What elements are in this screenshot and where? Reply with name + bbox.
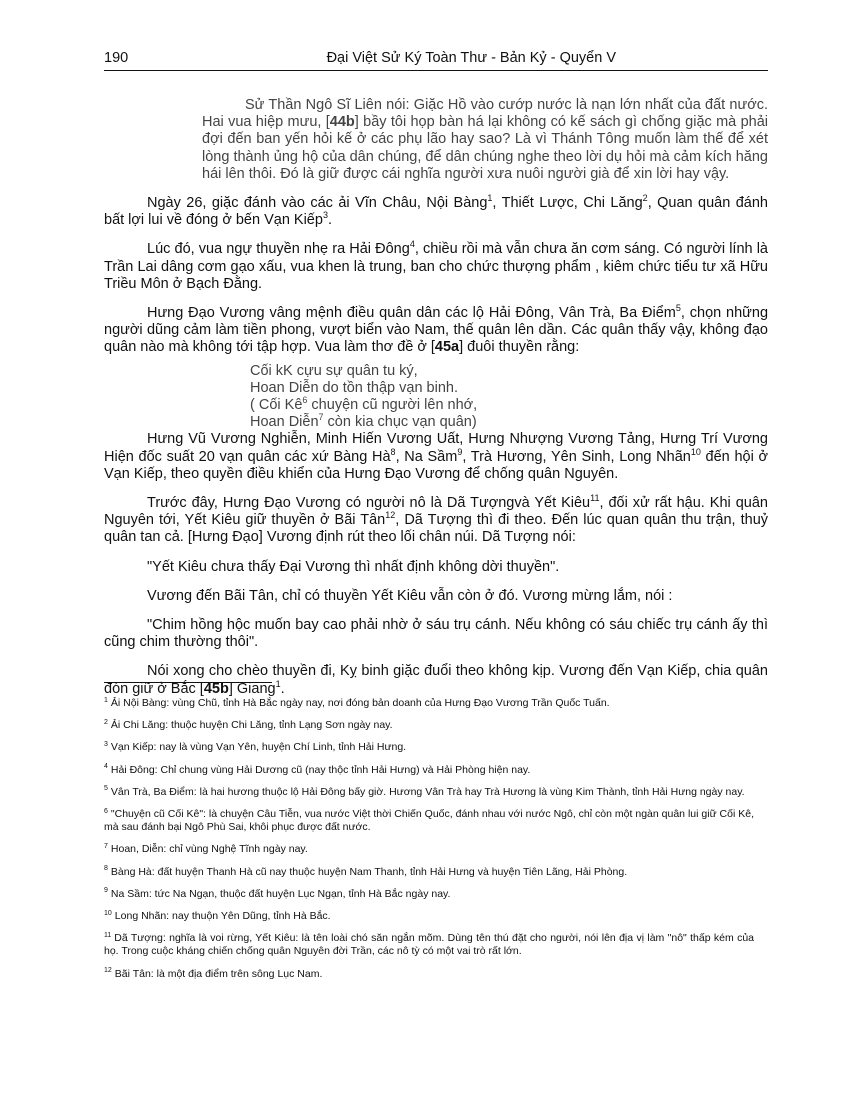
footnote	[104, 843, 754, 856]
footnote-ref: 11	[590, 493, 600, 504]
footnote-ref: 4	[409, 239, 415, 250]
footnote-number: 3	[104, 740, 108, 748]
paragraph: Lúc đó, vua ngự thuyền nhẹ ra Hải Đông$^4$, chiều rồi mà vẫn chưa ăn cơm sáng. Có người lính là Trần Lai dâng cơm gạo xấu, vua khen là trung, ban cho chức thượng phẩm , kiêm chức tiểu tư xã Hữu Triều Môn ở Bạch Đằng.	[104, 239, 768, 292]
paragraph: Vương đến Bãi Tân, chỉ có thuyền Yết Kiêu vẫn còn ở đó. Vương mừng lắm, nói :	[147, 587, 673, 604]
footnote-number: 7	[104, 842, 108, 850]
footnote-number: 10	[104, 909, 112, 917]
footnote	[104, 741, 754, 754]
footnote-ref: 6	[302, 395, 308, 406]
footnote-number: 12	[104, 967, 112, 975]
footnote-text: Long Nhãn: nay thuộn Yên Dũng, tỉnh Hà Bắc.	[114, 910, 331, 923]
footnote	[104, 697, 754, 710]
footnote-divider	[104, 682, 272, 683]
poem-line: Hoan Diễn$^7$ còn kia chục vạn quân)	[250, 412, 477, 431]
footnote-number: 4	[104, 763, 108, 771]
poem-line: ( Cối $Kê^6$ chuyện cũ người lên nhớ,	[250, 395, 478, 414]
footnote-text: Hải Đông: Chỉ chung vùng Hải Dương cũ (nay thộc tỉnh Hải Hưng) và Hải Phòng hiện nay.	[110, 763, 531, 776]
paragraph: Hưng Vũ Vương Nghiễn, Minh Hiến Vương Uất, Hưng Nhượng Vương Tảng, Hưng Trí Vương Hiện đốc suất 20 vạn quân các xứ Bàng $Hà^8$, Na Sầm$^9$, Trà Hương, Yên Sinh, Long Nhãn$^{10}$ đến hội ở Vạn Kiếp, theo quyền điều khiển của Hưng Đạo Vương để chống quân Nguyên.	[104, 431, 768, 482]
footnote	[104, 910, 754, 923]
footnote	[104, 764, 754, 777]
paragraph: "Yết Kiêu chưa thấy Đại Vương thì nhất định không dời thuyền".	[147, 558, 560, 575]
page-number: 190	[104, 50, 129, 66]
folio-marker: 44b	[329, 114, 355, 131]
footnote-text: Na Sầm: tức Na Ngạn, thuộc đất huyện Lục Ngạn, tỉnh Hà Bắc ngày nay.	[110, 887, 451, 900]
footnote-ref: 10	[690, 446, 701, 457]
poem-line: Cối kK cựu sự quân tu ký,	[250, 362, 418, 379]
footnote	[104, 888, 754, 901]
main-text	[104, 97, 768, 698]
footnote-text: Bàng Hà: đất huyện Thanh Hà cũ nay thuộc huyện Nam Thanh, tỉnh Hải Hưng và huyện Tiên Lãng, Hải Phòng.	[110, 865, 628, 878]
commentary-quote: Sử Thần Ngô Sĩ Liên nói: Giặc Hồ vào cướp nước là nạn lớn nhất của đất nước. Hai vua hiệp mưu, [44b] bầy tôi họp bàn há lại không có kế sách gì chống giặc mà phải đợi đến ban yến hỏi kế ở các phụ lão hay sao? Là vì Thánh Tông muốn làm thế để xét lòng thành ủng hộ của dân chúng, để dân chúng nghe theo lời dụ hỏi mà cảm kích hăng hái lên thôi. Đó là giữ được cái nghĩa người xưa nuôi người già để xin lời hay vậy.	[202, 97, 768, 182]
footnote-ref: 12	[385, 510, 396, 521]
footnote-text: Ải Nội Bàng: vùng Chũ, tỉnh Hà Bắc ngày nay, nơi đóng bản doanh của Hưng Đạo Vương Trần Quốc Tuấn.	[110, 697, 610, 709]
footnote-text: Vân Trà, Ba Điểm: là hai hương thuộc lộ Hải Đông bấy giờ. Hương Vân Trà hay Trà Hương là vùng Kim Thành, tỉnh Hải Hưng ngày nay.	[110, 785, 745, 798]
footnote-number: 11	[104, 931, 112, 939]
footnote	[104, 932, 754, 958]
folio-marker: 45b	[203, 680, 229, 697]
footnote-text: Hoan, Diễn: chỉ vùng Nghệ Tĩnh ngày nay.	[110, 843, 308, 856]
footnote	[104, 866, 754, 879]
footnote-ref: 5	[675, 303, 681, 314]
footnote-number: 8	[104, 865, 108, 873]
footnote-ref: 8	[390, 446, 396, 457]
footnote-number: 2	[104, 718, 108, 726]
footnote-ref: 1	[275, 678, 281, 689]
paragraph: Ngày 26, giặc đánh vào các ải Vĩn Châu, Nội Bàng$^1$, Thiết Lược, Chi Lăng$^2$, Quan quân đánh bất lợi lui về đóng ở bến Vạn Kiếp$^3$.	[104, 193, 768, 229]
footnote	[104, 968, 754, 981]
footnote-ref: 7	[318, 412, 324, 423]
footnote-ref: 9	[457, 446, 463, 457]
poem-line: Hoan Diễn do tồn thập vạn binh.	[250, 379, 458, 396]
footnote	[104, 808, 754, 834]
page-header	[104, 48, 768, 71]
footnote-number: 1	[104, 696, 108, 704]
folio-marker: 45a	[434, 339, 460, 356]
footnote-number: 5	[104, 785, 108, 793]
footnote-number: 6	[104, 807, 108, 815]
poem-block	[250, 363, 768, 432]
paragraph: Nói xong cho chèo thuyền đi, Kỵ binh giặc đuổi theo không kịp. Vương đến Vạn Kiếp, chia quân đón giữ ở Bắc [45b] Giang$^1$.	[104, 663, 768, 697]
footnote-text: Vạn Kiếp: nay là vùng Vạn Yên, huyện Chí Linh, tỉnh Hải Hưng.	[110, 741, 407, 754]
footnote-text: Ải Chi Lăng: thuộc huyện Chi Lăng, tỉnh Lạng Sơn ngày nay.	[110, 719, 393, 732]
paragraph: "Chim hồng hộc muốn bay cao phải nhờ ở sáu trụ cánh. Nếu không có sáu chiếc trụ cánh ấy thì cũng chim thường thôi".	[104, 617, 768, 651]
footnote-text: Dã Tượng: nghĩa là voi rừng, Yết Kiêu: là tên loài chó săn ngắn mõm. Dùng tên thú đặt cho người, nói lên địa vị làm "nô" thấp kém của họ. Trong cuộc kháng chiến chống quân Nguyên đời Trần, các nô tỳ có một vai trò rất lớn.	[104, 932, 754, 958]
running-title: Đại Việt Sử Ký Toàn Thư - Bản Kỷ - Quyển V	[326, 50, 616, 66]
footnote-number: 9	[104, 887, 108, 895]
footnote-text: "Chuyện cũ Cối Kê": là chuyện Câu Tiễn, vua nước Việt thời Chiến Quốc, đánh nhau với nước Ngô, chỉ còn một ngàn quân lui giữ Cối Kê, mà sau đánh bại Ngô Phù Sai, khôi phục được đất nước.	[104, 808, 754, 834]
footnotes	[104, 697, 754, 990]
footnote-ref: 1	[487, 193, 493, 204]
footnote-text: Bãi Tân: là một địa điểm trên sông Lục Nam.	[114, 967, 323, 980]
footnote	[104, 719, 754, 732]
footnote-ref: 2	[642, 193, 648, 204]
footnote	[104, 786, 754, 799]
paragraph: Trước đây, Hưng Đạo Vương có người nô là Dã Tượngvà Yết Kiêu$^{11}$, đối xử rất hậu. Khi quân Nguyên tới, Yết Kiêu giữ thuyền ở Bãi Tân$^{12}$, Dã Tượng thì đi theo. Đến lúc quan quân thu trận, thuỷ quân tan cả. [Hưng Đạo] Vương định rút theo lối chân núi. Dã Tượng nói:	[104, 493, 769, 546]
paragraph: Hưng Đạo Vương vâng mệnh điều quân dân các lộ Hải Đông, Vân Trà, Ba Điểm$^5$, chọn những người dũng cảm làm tiền phong, vượt biển vào Nam, thế quân lên dần. Các quân thấy vậy, không đạo quân nào mà không tới tập hợp. Vua làm thơ đề ở [45a] đuôi thuyền rằng:	[104, 303, 769, 356]
footnote-ref: 3	[322, 210, 328, 221]
